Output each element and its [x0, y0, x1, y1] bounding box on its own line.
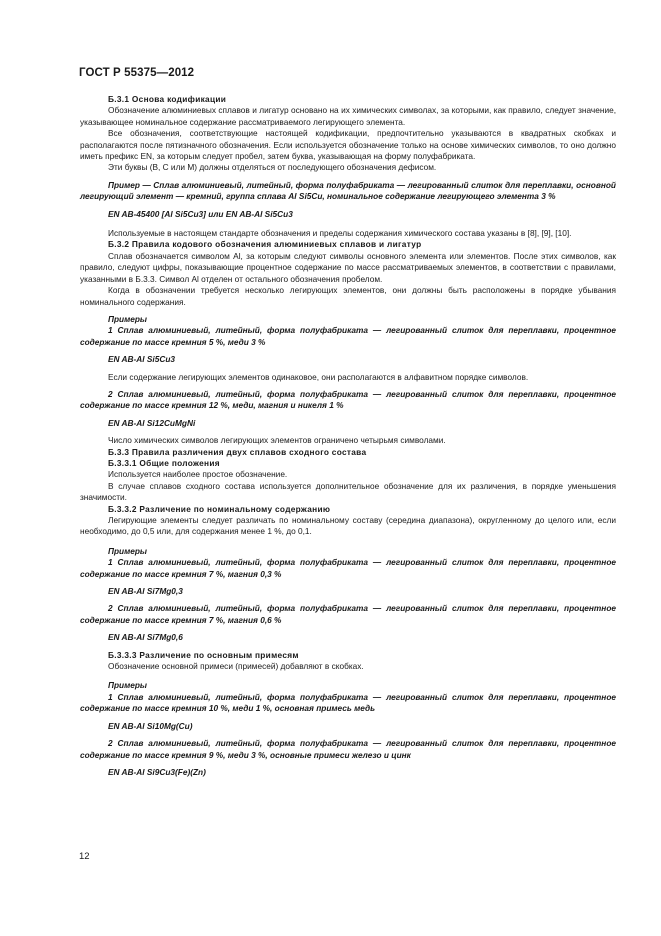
subsection-heading: Б.3.3.1 Общие положения: [108, 457, 220, 468]
alloy-code: EN AB-Al Si9Cu3(Fe)(Zn): [108, 766, 206, 777]
paragraph: Все обозначения, соответствующие настоящей кодификации, предпочтительно указываются в квадратных скобках и располагаются после пятизначного обозначения. Если используется обозначение только на основе химических символов, то оно должно иметь префикс EN, за которым следует пробел, затем буква, указывающая на форму полуфабриката.: [80, 128, 616, 162]
paragraph: Если содержание легирующих элементов одинаковое, они располагаются в алфавитном порядке символов.: [108, 371, 529, 382]
alloy-code: EN AB-Al Si5Cu3: [108, 354, 175, 365]
document-body: [80, 94, 616, 778]
document-header: ГОСТ Р 55375—2012: [79, 67, 195, 79]
alloy-code: EN AB-Al Si10Mg(Cu): [108, 720, 193, 731]
example-text: 2 Сплав алюминиевый, литейный, форма полуфабриката — легированный слиток для переплавки, процентное содержание по массе кремния 12 %, меди, магния и никеля 1 %: [80, 388, 616, 411]
alloy-code: EN AB-Al Si7Mg0,3: [108, 586, 183, 597]
paragraph: Обозначение алюминиевых сплавов и лигатур основано на их химических символах, за которыми, как правило, следует значение, указывающее номинальное содержание рассматриваемого легирующего элемента.: [80, 105, 616, 127]
section-heading: Б.3.2 Правила кодового обозначения алюминиевых сплавов и лигатур: [108, 239, 422, 250]
example-text: 1 Сплав алюминиевый, литейный, форма полуфабриката — легированный слиток для переплавки, процентное содержание по массе кремния 10 %, меди 1 %, основная примесь медь: [80, 691, 616, 714]
paragraph: Число химических символов легирующих элементов ограничено четырьмя символами.: [108, 435, 446, 446]
examples-label: Примеры: [108, 545, 148, 556]
example-text: 2 Сплав алюминиевый, литейный, форма полуфабриката — легированный слиток для переплавки, процентное содержание по массе кремния 9 %, меди 3 %, основные примеси железо и цинк: [80, 738, 616, 760]
page-number: 12: [79, 851, 90, 862]
subsection-heading: Б.3.3.2 Различение по номинальному содержанию: [108, 503, 331, 514]
example-text: 1 Сплав алюминиевый, литейный, форма полуфабриката — легированный слиток для переплавки, процентное содержание по массе кремния 5 %, меди 3 %: [80, 325, 616, 347]
alloy-code: EN AB-45400 [Al Si5Cu3] или EN AB-Al Si5Cu3: [108, 208, 293, 219]
section-heading: Б.3.1 Основа кодификации: [108, 94, 227, 104]
alloy-code: EN AB-Al Si12CuMgNi: [108, 417, 196, 428]
paragraph: Когда в обозначении требуется несколько легирующих элементов, они должны быть расположены в порядке убывания номинального содержания.: [80, 285, 616, 307]
paragraph: В случае сплавов сходного состава используется дополнительное обозначение для их различения, в порядке уменьшения значимости.: [80, 480, 616, 503]
examples-label: Примеры: [108, 680, 148, 691]
paragraph: Эти буквы (B, C или M) должны отделяться от последующего обозначения дефисом.: [108, 162, 437, 173]
paragraph: Легирующие элементы следует различать по номинальному составу (середина диапазона), округленному до целого или, если необходимо, до 0,5 или, для содержания менее 1 %, до 0,1.: [80, 515, 616, 537]
paragraph: Используется наиболее простое обозначение.: [108, 469, 288, 480]
example-text: 2 Сплав алюминиевый, литейный, форма полуфабриката — легированный слиток для переплавки, процентное содержание по массе кремния 7 %, магния 0,6 %: [80, 603, 616, 625]
example-text: 1 Сплав алюминиевый, литейный, форма полуфабриката — легированный слиток для переплавки, процентное содержание по массе кремния 7 %, магния 0,3 %: [80, 557, 616, 579]
subsection-heading: Б.3.3.3 Различение по основным примесям: [108, 649, 299, 660]
alloy-code: EN AB-Al Si7Mg0,6: [108, 632, 183, 643]
examples-label: Примеры: [108, 313, 148, 324]
paragraph: Обозначение основной примеси (примесей) добавляют в скобках.: [108, 661, 364, 672]
example-text: Пример — Сплав алюминиевый, литейный, форма полуфабриката — легированный слиток для переплавки, основной легирующий элемент — кремний, группа сплава Al Si5Cu, номинальное содержание легирующего элемента 3 %: [80, 179, 616, 202]
paragraph: Используемые в настоящем стандарте обозначения и пределы содержания химического состава указаны в [8], [9], [10].: [108, 228, 572, 239]
section-heading: Б.3.3 Правила различения двух сплавов сходного состава: [108, 446, 367, 457]
paragraph: Сплав обозначается символом Al, за которым следуют символы основного элемента или элементов. После этих символов, как правило, следуют цифры, показывающие процентное содержание по массе рассматриваемых элементов, в соответствии с правилами, указанными в Б.3.3. Символ Al отделен от остального обозначения пробелом.: [80, 250, 616, 284]
